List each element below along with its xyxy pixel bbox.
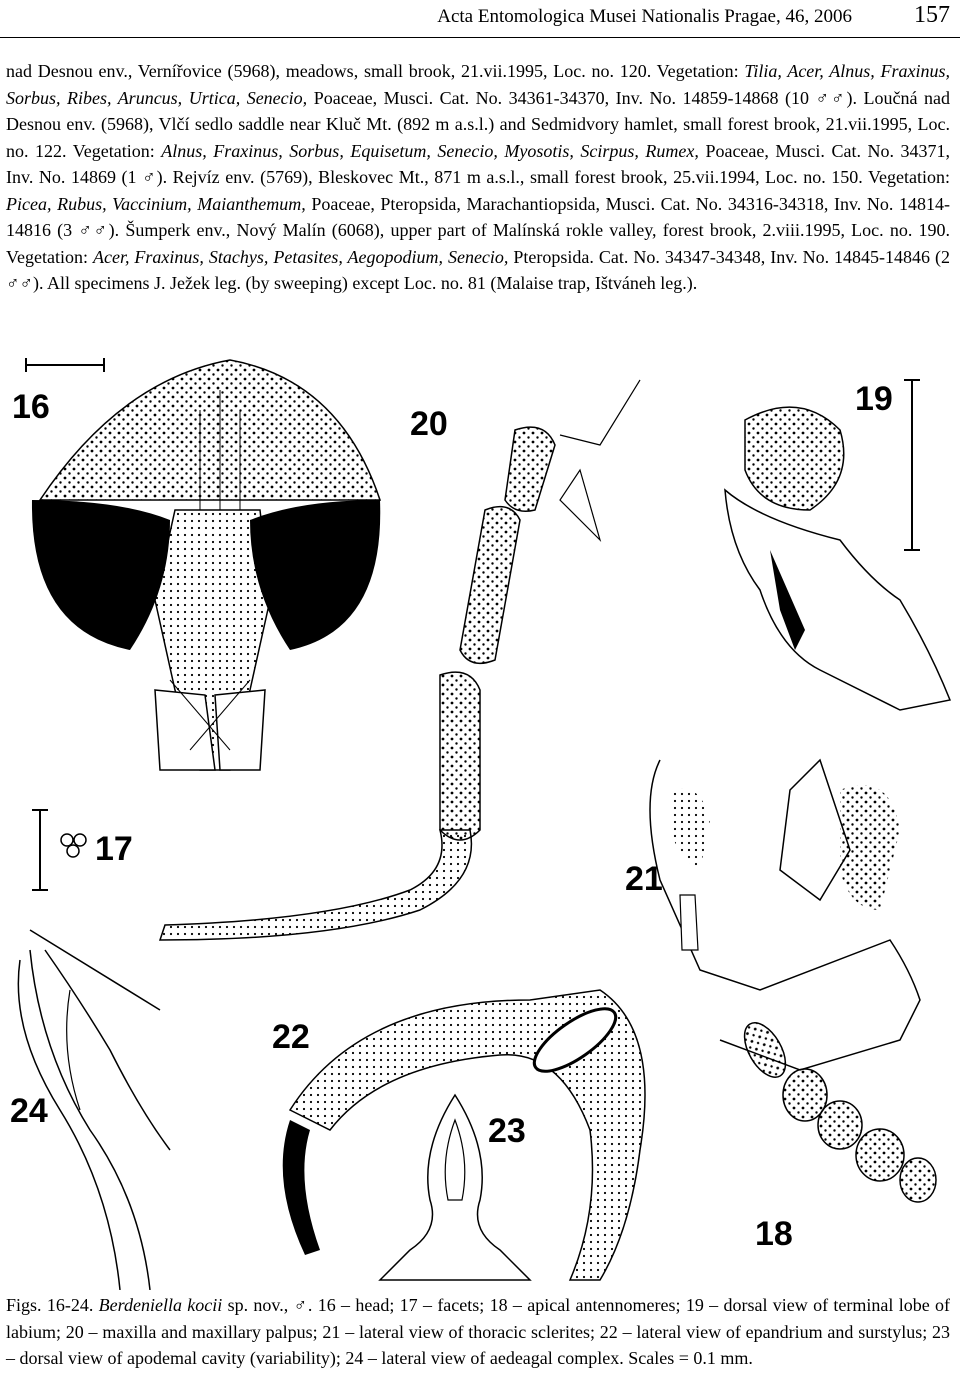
- header-rule: [0, 37, 960, 38]
- figure-label-21: 21: [625, 860, 663, 898]
- plant-taxa: Picea, Rubus, Vaccinium, Maianthemum,: [6, 193, 306, 214]
- text-run: Poaceae, Musci. Cat. No. 34371, Inv. No. 14869 (1 ♂). Rejvíz env. (5769), Bleskovec Mt., 871 m a.s.l., small forest brook, 25.vii.1994, Loc. no. 150. Vegetation:: [6, 140, 951, 187]
- figure-label-18: 18: [755, 1215, 793, 1253]
- journal-title: Acta Entomologica Musei Nationalis Pragae, 46, 2006: [437, 6, 852, 27]
- figure-label-19: 19: [855, 380, 893, 418]
- plant-taxa: Tilia, Acer, Alnus, Fraxinus, Sorbus, Ribes, Aruncus, Urtica, Senecio,: [6, 61, 950, 108]
- figure-label-24: 24: [10, 1092, 48, 1130]
- figure-label-20: 20: [410, 405, 448, 443]
- figure-plate: [0, 350, 960, 1290]
- plant-taxa: Acer, Fraxinus, Stachys, Petasites, Aegopodium, Senecio,: [92, 246, 509, 267]
- figure-label-17: 17: [95, 830, 133, 868]
- fig16-head: [26, 358, 380, 770]
- figure-caption: [6, 1292, 950, 1372]
- figure-label-22: 22: [272, 1018, 310, 1056]
- figure-label-23: 23: [488, 1112, 526, 1150]
- species-name: Berdeniella kocii: [98, 1295, 223, 1315]
- fig21-thoracic-sclerites: [650, 760, 920, 1070]
- page-number: 157: [914, 2, 950, 28]
- text-run: Poaceae, Pteropsida, Marachantiopsida, Musci. Cat. No. 34316-34318, Inv. No. 14814-14816 (3 ♂♂). Šumperk env., Nový Malín (6068), upper part of Malínská rokle valley, forest brook, 2.viii.1995, Loc. no. 190. Vegetation:: [6, 193, 950, 267]
- plate-drawings: [0, 350, 960, 1290]
- running-header: [0, 0, 960, 34]
- text-run: Pteropsida. Cat. No. 34347-34348, Inv. No. 14845-14846 (2 ♂♂). All specimens J. Ježek leg. (by sweeping) except Loc. no. 81 (Malaise trap, Ištváneh leg.).: [6, 246, 951, 293]
- material-examined-text: [6, 58, 950, 297]
- text-run: nad Desnou env., Vernířovice (5968), meadows, small brook, 21.vii.1995, Loc. no. 120. Vegetation:: [6, 61, 739, 81]
- caption-lead: Figs. 16-24.: [6, 1295, 94, 1315]
- fig18-apical-antennomeres: [736, 1016, 936, 1202]
- plant-taxa: Alnus, Fraxinus, Sorbus, Equisetum, Senecio, Myosotis, Scirpus, Rumex,: [161, 140, 699, 161]
- fig19-labium: [725, 380, 950, 710]
- caption-text: sp. nov., ♂. 16 – head; 17 – facets; 18 – apical antennomeres; 19 – dorsal view of terminal lobe of labium; 20 – maxilla and maxillary palpus; 21 – lateral view of thoracic sclerites; 22 – lateral view of epandrium and surstylus; 23 – dorsal view of apodemal cavity (variability); 24 – lateral view of aedeagal complex. Scales = 0.1 mm.: [6, 1295, 951, 1368]
- figure-label-16: 16: [12, 388, 50, 426]
- text-run: Poaceae, Musci. Cat. No. 34361-34370, Inv. No. 14859-14868 (10 ♂♂). Loučná nad Desnou env. (5968), Vlčí sedlo saddle near Kluč Mt. (892 m a.s.l.) and Sedmidvory hamlet, small forest brook, 21.vii.1995, Loc. no. 122. Vegetation:: [6, 87, 951, 161]
- fig17-facets: [32, 810, 86, 890]
